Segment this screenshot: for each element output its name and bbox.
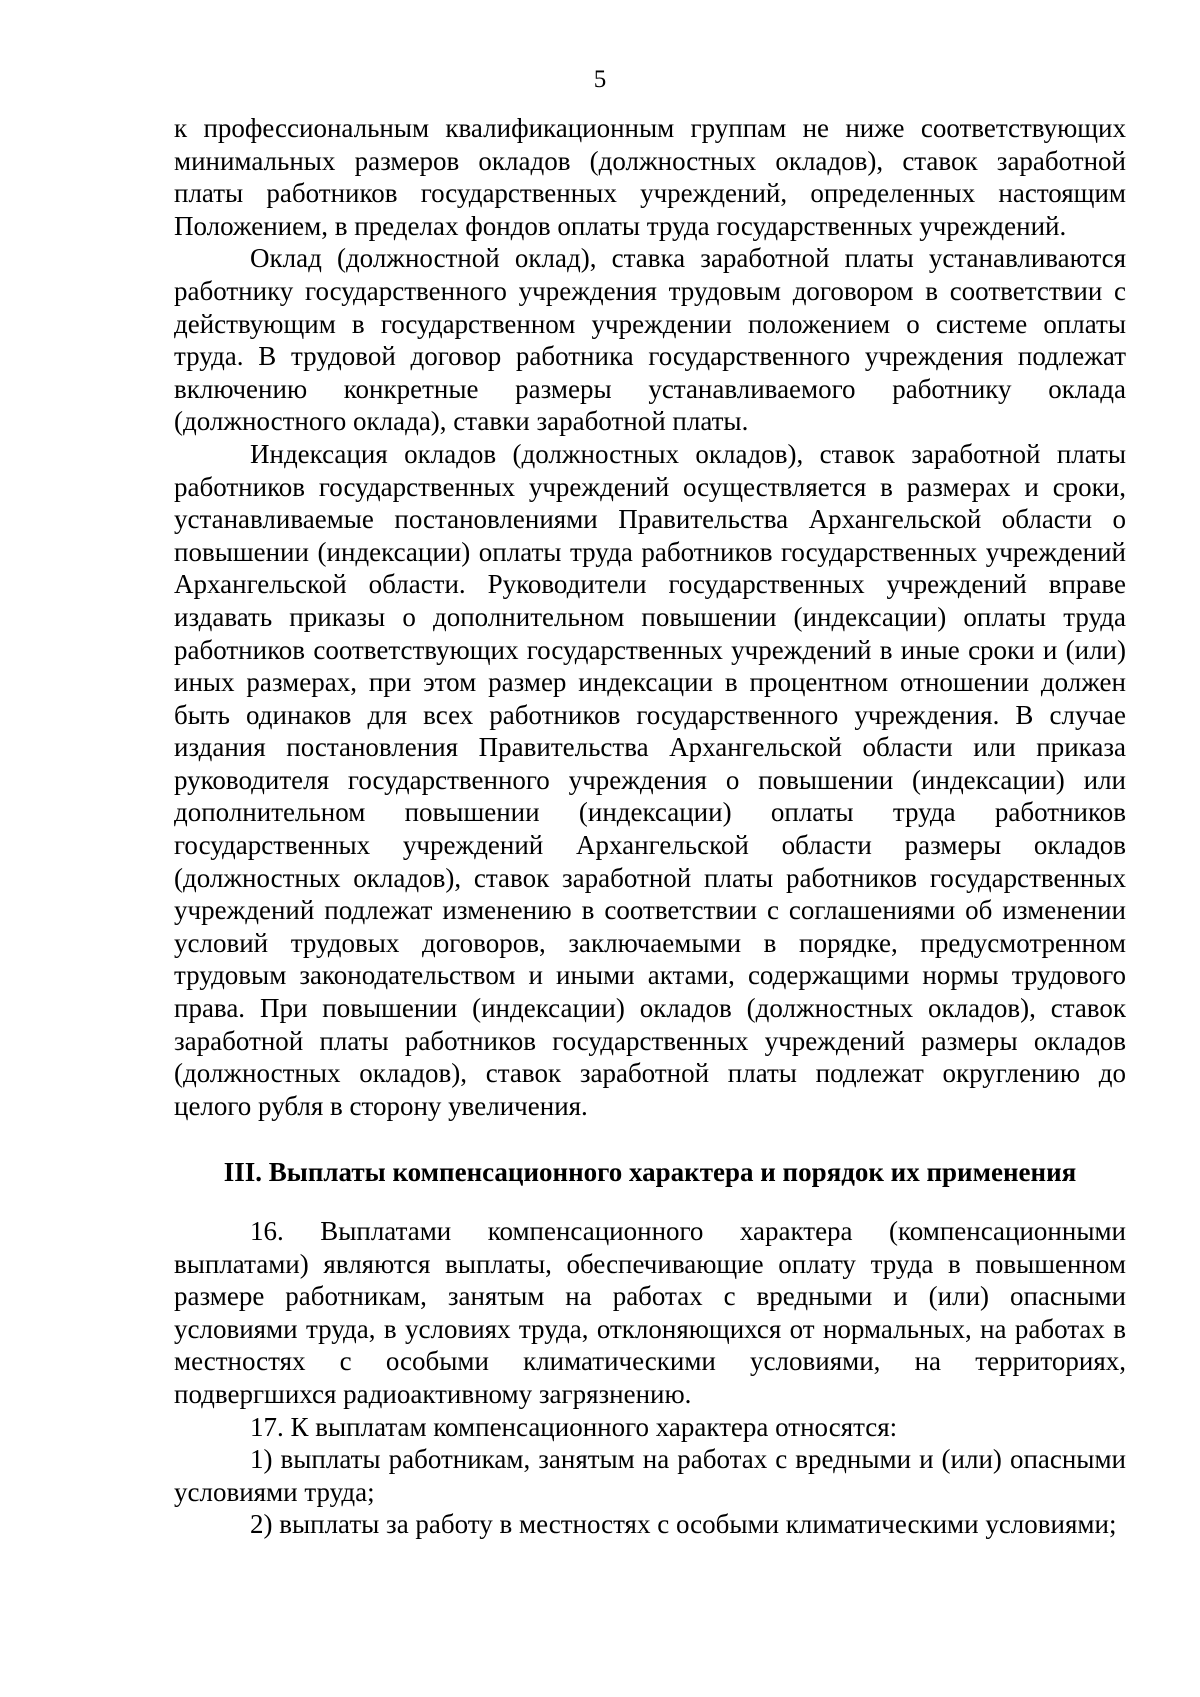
paragraph-item-16: 16. Выплатами компенсационного характера (компенсационными выплатами) являются выплаты, обеспечивающие оплату труда в повышенном размере работникам, занятым на работах с вредными и (или) опасными условиями труда, в условиях труда, отклоняющихся от нормальных, на работах в местностях с особыми климатическими условиями, на территориях, подвергшихся радиоактивному загрязнению. [174,1216,1126,1409]
page-number: 5 [593,66,607,93]
paragraph-continuation: к профессиональным квалификационным группам не ниже соответствующих минимальных размеров окладов (должностных окладов), ставок заработной платы работников государственных учреждений, определенных настоящим Положением, в пределах фондов оплаты труда государственных учреждений. [174,113,1126,241]
document-body [174,112,1126,1541]
paragraph-salary-indexation: Индексация окладов (должностных окладов), ставок заработной платы работников государственных учреждений осуществляется в размерах и сроки, устанавливаемые постановлениями Правительства Архангельской области о повышении (индексации) оплаты труда работников государственных учреждений Архангельской области. Руководители государственных учреждений вправе издавать приказы о дополнительном повышении (индексации) оплаты труда работников соответствующих государственных учреждений в иные сроки и (или) иных размерах, при этом размер индексации в процентном отношении должен быть одинаков для всех работников государственного учреждения. В случае издания постановления Правительства Архангельской области или приказа руководителя государственного учреждения о повышении (индексации) или дополнительном повышении (индексации) оплаты труда работников государственных учреждений Архангельской области размеры окладов (должностных окладов), ставок заработной платы работников государственных учреждений подлежат изменению в соответствии с соглашениями об изменении условий трудовых договоров, заключаемыми в порядке, предусмотренном трудовым законодательством и иными актами, содержащими нормы трудового права. При повышении (индексации) окладов (должностных окладов), ставок заработной платы работников государственных учреждений размеры окладов (должностных окладов), ставок заработной платы подлежат округлению до целого рубля в сторону увеличения. [174,438,1126,1121]
paragraph-item-17: 17. К выплатам компенсационного характера относятся: [250,1411,898,1442]
section-heading: III. Выплаты компенсационного характера и порядок их применения [223,1157,1077,1188]
list-item-2: 2) выплаты за работу в местностях с особыми климатическими условиями; [250,1509,1117,1540]
list-item-1: 1) выплаты работникам, занятым на работах с вредными и (или) опасными условиями труда; [174,1444,1126,1507]
paragraph-salary-establishment: Оклад (должностной оклад), ставка заработной платы устанавливаются работнику государственного учреждения трудовым договором в соответствии с действующим в государственном учреждении положением о системе оплаты труда. В трудовой договор работника государственного учреждения подлежат включению конкретные размеры устанавливаемого работнику оклада (должностного оклада), ставки заработной платы. [174,243,1126,437]
